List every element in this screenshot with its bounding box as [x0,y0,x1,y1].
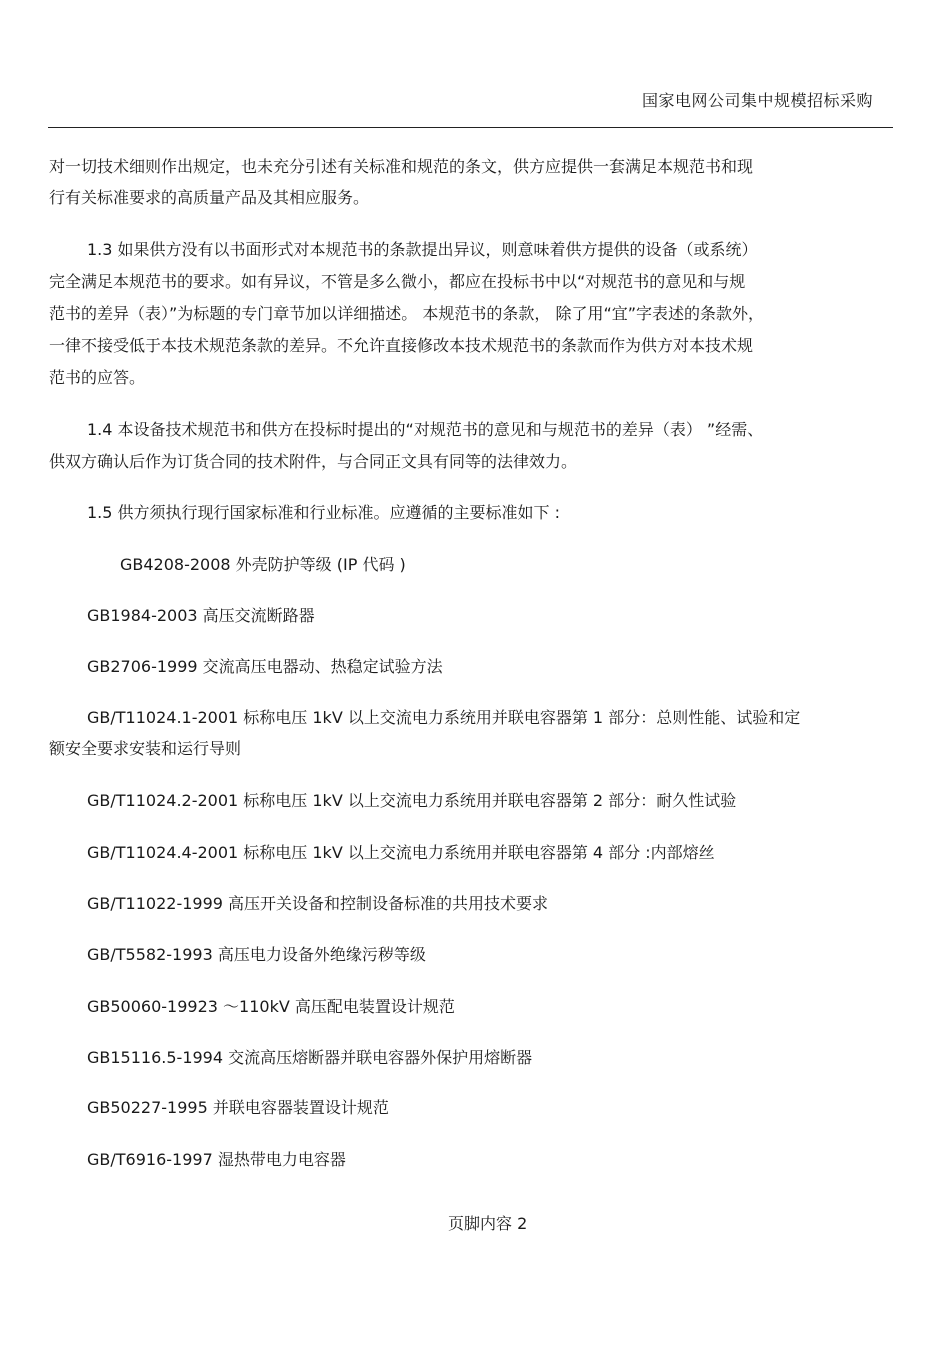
clause-1-3-line: 1.3 如果供方没有以书面形式对本规范书的条款提出异议，则意味着供方提供的设备（或系统） [87,240,758,259]
header-divider [48,127,893,128]
clause-1-3-line: 完全满足本规范书的要求。如有异议，不管是多么微小，都应在投标书中以“对规范书的意见和与规 [49,272,746,291]
standard-item: GB2706-1999 交流高压电器动、热稳定试验方法 [87,657,443,676]
standard-item: GB4208-2008 外壳防护等级 (IP 代码 ) [120,555,406,574]
standard-item: GB50060-19923 ～110kV 高压配电装置设计规范 [87,997,455,1016]
standard-item: GB/T11024.4-2001 标称电压 1kV 以上交流电力系统用并联电容器第 4 部分 :内部熔丝 [87,843,715,862]
standard-item: GB15116.5-1994 交流高压熔断器并联电容器外保护用熔断器 [87,1048,533,1067]
page-footer: 页脚内容 2 [448,1214,528,1233]
clause-1-3-line: 范书的应答。 [49,368,146,387]
standard-item: GB/T6916-1997 湿热带电力电容器 [87,1150,346,1169]
clause-1-5-line: 1.5 供方须执行现行国家标准和行业标准。应遵循的主要标准如下 : [87,503,561,522]
standard-item: GB/T11024.1-2001 标称电压 1kV 以上交流电力系统用并联电容器第 1 部分：总则性能、试验和定 [87,708,801,727]
standard-item: GB/T11022-1999 高压开关设备和控制设备标准的共用技术要求 [87,894,549,913]
clause-1-3-line: 范书的差异（表）”为标题的专门章节加以详细描述。 本规范书的条款， 除了用“宜”字表述的条款外， [49,304,765,323]
standard-item-continuation: 额安全要求安装和运行导则 [49,739,242,758]
page-header-title: 国家电网公司集中规模招标采购 [641,91,873,110]
clause-1-4-line: 1.4 本设备技术规范书和供方在投标时提出的“对规范书的意见和与规范书的差异（表） ”经需、 [87,420,764,439]
clause-1-4-line: 供双方确认后作为订货合同的技术附件，与合同正文具有同等的法律效力。 [49,452,578,471]
standard-item: GB1984-2003 高压交流断路器 [87,606,315,625]
paragraph-line: 对一切技术细则作出规定，也未充分引述有关标准和规范的条文，供方应提供一套满足本规范书和现 [49,157,754,176]
clause-1-3-line: 一律不接受低于本技术规范条款的差异。不允许直接修改本技术规范书的条款而作为供方对本技术规 [49,336,754,355]
standard-item: GB50227-1995 并联电容器装置设计规范 [87,1098,389,1117]
paragraph-line: 行有关标准要求的高质量产品及其相应服务。 [49,188,370,207]
standard-item: GB/T11024.2-2001 标称电压 1kV 以上交流电力系统用并联电容器第 2 部分：耐久性试验 [87,791,737,810]
standard-item: GB/T5582-1993 高压电力设备外绝缘污秽等级 [87,945,426,964]
